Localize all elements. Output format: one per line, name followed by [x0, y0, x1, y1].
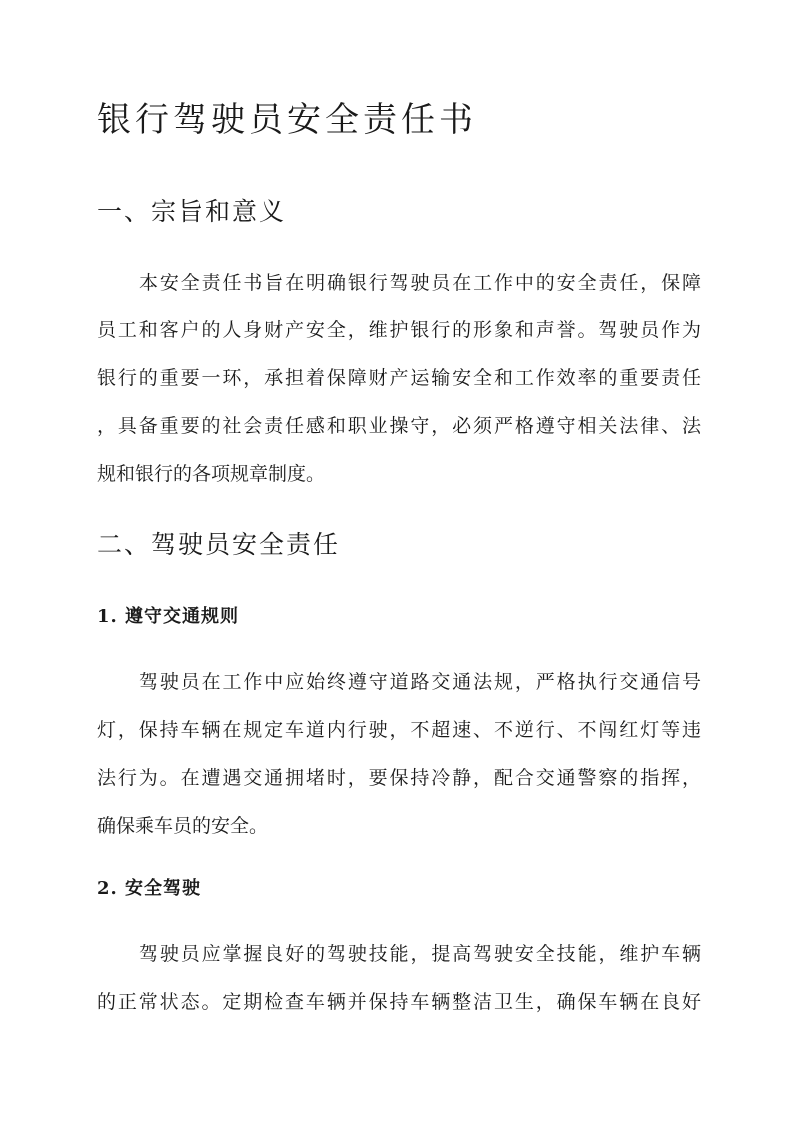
paragraph-line: 本安全责任书旨在明确银行驾驶员在工作中的安全责任，保障: [139, 272, 701, 294]
paragraph-line: 法行为。在遭遇交通拥堵时，要保持冷静，配合交通警察的指挥，: [97, 767, 701, 789]
section-heading: 一、宗旨和意义: [97, 197, 287, 226]
paragraph-line: 灯，保持车辆在规定车道内行驶，不超速、不逆行、不闯红灯等违: [97, 719, 701, 741]
section-heading: 二、驾驶员安全责任: [97, 530, 341, 559]
subsection-heading: 1. 遵守交通规则: [97, 606, 240, 627]
subsection-heading: 2. 安全驾驶: [97, 878, 202, 899]
paragraph-line: 银行的重要一环，承担着保障财产运输安全和工作效率的重要责任: [97, 367, 701, 389]
paragraph-line: 规和银行的各项规章制度。: [97, 463, 326, 485]
paragraph-line: 确保乘车员的安全。: [97, 815, 269, 837]
paragraph-line: 员工和客户的人身财产安全，维护银行的形象和声誉。驾驶员作为: [97, 319, 701, 341]
document-title: 银行驾驶员安全责任书: [97, 100, 477, 140]
paragraph-line: 驾驶员在工作中应始终遵守道路交通法规，严格执行交通信号: [139, 671, 701, 693]
paragraph-line: ，具备重要的社会责任感和职业操守，必须严格遵守相关法律、法: [97, 415, 701, 437]
paragraph-line: 驾驶员应掌握良好的驾驶技能，提高驾驶安全技能，维护车辆: [139, 943, 701, 965]
paragraph-line: 的正常状态。定期检查车辆并保持车辆整洁卫生，确保车辆在良好: [97, 991, 701, 1013]
